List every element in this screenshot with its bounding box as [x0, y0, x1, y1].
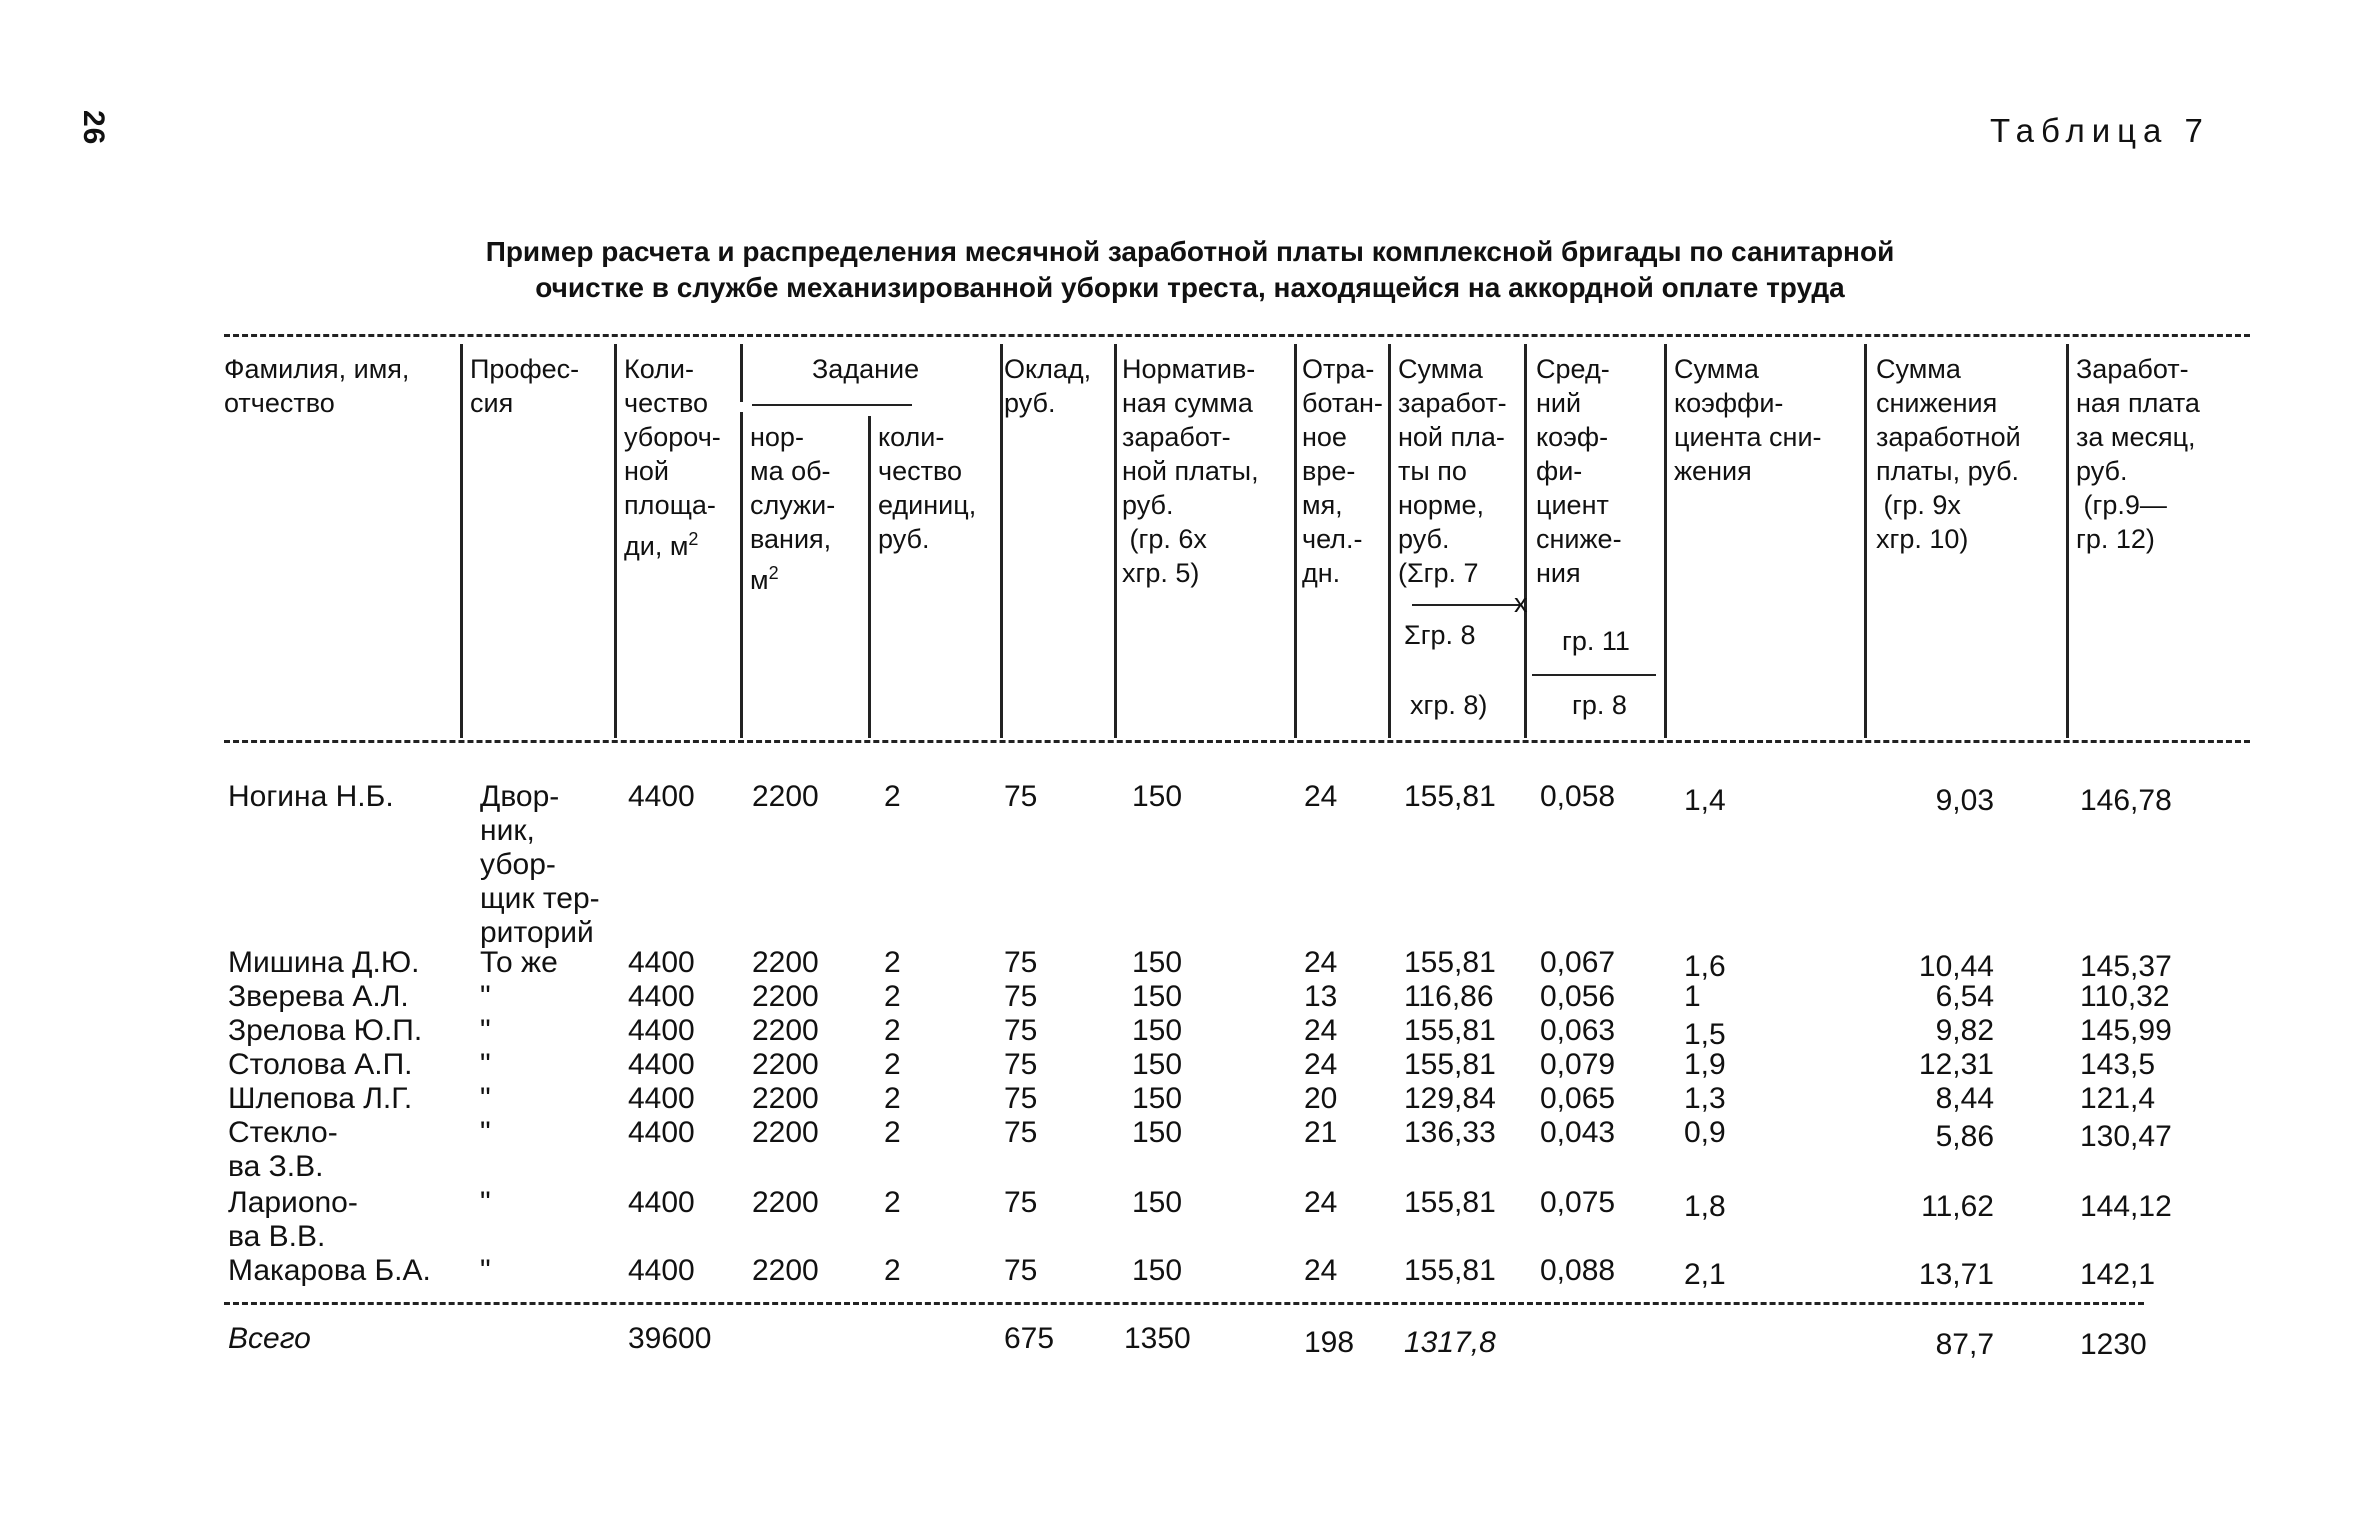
cell-area: 4400 [628, 1116, 695, 1149]
cell-name: Стекло- ва З.В. [228, 1116, 338, 1183]
cell-worked: 24 [1304, 1048, 1338, 1081]
cell-profession: " [480, 1186, 491, 1219]
cell-profession: " [480, 1048, 491, 1081]
cell-reduction: 9,82 [1935, 1014, 1994, 1047]
cell-name: Зрелова Ю.П. [228, 1014, 423, 1047]
top-rule [224, 334, 2250, 337]
cell-coef-sum: 0,9 [1684, 1116, 1726, 1149]
header-avg-coef: Сред- ний коэф- фи- циент сниже- ния [1536, 354, 1622, 588]
avg-formula-top: гр. 11 [1562, 626, 1630, 656]
cell-avg-coef: 0,088 [1540, 1254, 1616, 1287]
avg-formula-bottom: гр. 8 [1572, 690, 1627, 720]
header-reduction: Сумма снижения заработной платы, руб. (гр. 9х хгр. 10) [1876, 354, 2021, 554]
cell-worked: 24 [1304, 1254, 1338, 1287]
title-line-2: очистке в службе механизированной уборки треста, находящейся на аккордной оплате труда [535, 272, 1845, 303]
cell-avg-coef: 0,058 [1540, 780, 1616, 813]
cell-profession: " [480, 1254, 491, 1287]
cell-monthly: 110,32 [2080, 980, 2170, 1013]
header-norm-text: нор- ма об- служи- вания, м [750, 422, 836, 595]
cell-worked: 13 [1304, 980, 1338, 1013]
cell-salary: 75 [1004, 780, 1038, 813]
cell-pay-by-norm: 155,81 [1404, 1186, 1496, 1219]
cell-units: 2 [884, 1254, 901, 1287]
cell-salary: 75 [1004, 946, 1038, 979]
cell-norm-pay: 150 [1132, 980, 1183, 1013]
cell-avg-coef: 0,065 [1540, 1082, 1616, 1115]
cell-avg-coef: 0,067 [1540, 946, 1616, 979]
cell-coef-sum: 1 [1684, 980, 1701, 1013]
cell-units: 2 [884, 1082, 901, 1115]
cell-name: Ногина Н.Б. [228, 780, 394, 813]
cell-monthly: 146,78 [2080, 784, 2172, 817]
cell-coef-sum: 1,3 [1684, 1082, 1726, 1115]
col-divider [740, 344, 743, 402]
total-worked: 198 [1304, 1326, 1355, 1359]
cell-area: 4400 [628, 980, 695, 1013]
cell-pay-by-norm: 116,86 [1404, 980, 1494, 1013]
col-divider [2066, 344, 2069, 738]
cell-norm-pay: 150 [1132, 1116, 1183, 1149]
cell-monthly: 142,1 [2080, 1258, 2156, 1291]
col-divider [1294, 344, 1297, 738]
col-divider [1114, 344, 1117, 738]
avg-fraction-line [1532, 674, 1656, 676]
cell-worked: 21 [1304, 1116, 1338, 1149]
cell-avg-coef: 0,063 [1540, 1014, 1616, 1047]
cell-salary: 75 [1004, 980, 1038, 1013]
cell-monthly: 145,37 [2080, 950, 2172, 983]
cell-pay-by-norm: 155,81 [1404, 1048, 1496, 1081]
col-divider [614, 344, 617, 738]
cell-area: 4400 [628, 780, 695, 813]
cell-worked: 24 [1304, 1186, 1338, 1219]
cell-units: 2 [884, 780, 901, 813]
total-norm-pay: 1350 [1124, 1322, 1191, 1355]
cell-pay-by-norm: 155,81 [1404, 780, 1496, 813]
cell-reduction: 12,31 [1918, 1048, 1994, 1081]
cell-profession: " [480, 1082, 491, 1115]
cell-area: 4400 [628, 1082, 695, 1115]
total-area: 39600 [628, 1322, 712, 1355]
header-salary: Оклад, руб. [1004, 354, 1092, 418]
cell-avg-coef: 0,075 [1540, 1186, 1616, 1219]
cell-reduction: 6,54 [1935, 980, 1994, 1013]
col-divider [1388, 344, 1391, 738]
cell-profession: Двор- ник, убор- щик тер- риторий [480, 780, 600, 949]
cell-name: Столова А.П. [228, 1048, 413, 1081]
cell-units: 2 [884, 1014, 901, 1047]
task-divider [752, 404, 912, 406]
total-rule [224, 1302, 2144, 1305]
cell-salary: 75 [1004, 1082, 1038, 1115]
cell-worked: 24 [1304, 1014, 1338, 1047]
cell-pay-by-norm: 129,84 [1404, 1082, 1496, 1115]
cell-salary: 75 [1004, 1048, 1038, 1081]
cell-norm: 2200 [752, 1116, 819, 1149]
total-salary: 675 [1004, 1322, 1055, 1355]
cell-profession: " [480, 980, 491, 1013]
cell-norm: 2200 [752, 980, 819, 1013]
salary-table [224, 334, 2250, 1374]
cell-worked: 24 [1304, 780, 1338, 813]
cell-area: 4400 [628, 1014, 695, 1047]
header-profession: Профес- сия [470, 354, 580, 418]
cell-units: 2 [884, 1048, 901, 1081]
cell-norm: 2200 [752, 1048, 819, 1081]
header-area-sup: 2 [688, 529, 699, 549]
title-line-1: Пример расчета и распределения месячной заработной платы комплексной бригады по санитарной [485, 236, 1895, 267]
cell-norm: 2200 [752, 946, 819, 979]
col-divider [1864, 344, 1867, 738]
cell-name: Мишина Д.Ю. [228, 946, 420, 979]
table-title [300, 234, 2080, 306]
cell-profession: " [480, 1116, 491, 1149]
col-divider [1524, 344, 1527, 738]
cell-pay-by-norm: 155,81 [1404, 946, 1496, 979]
table-label: Таблица 7 [1990, 112, 2210, 149]
cell-monthly: 121,4 [2080, 1082, 2156, 1115]
col-divider [868, 416, 871, 738]
cell-avg-coef: 0,043 [1540, 1116, 1616, 1149]
header-coef-sum: Сумма коэффи- циента сни- жения [1674, 354, 1822, 486]
header-area [624, 352, 721, 563]
cell-pay-by-norm: 155,81 [1404, 1014, 1496, 1047]
pay-formula-top: (Σгр. 7 [1398, 558, 1479, 588]
cell-name: Лариono- ва В.В. [228, 1186, 358, 1253]
cell-monthly: 143,5 [2080, 1048, 2156, 1081]
col-divider [460, 344, 463, 738]
cell-area: 4400 [628, 946, 695, 979]
cell-avg-coef: 0,079 [1540, 1048, 1616, 1081]
cell-norm: 2200 [752, 1014, 819, 1047]
pay-fraction-line [1412, 604, 1520, 606]
cell-monthly: 145,99 [2080, 1014, 2172, 1047]
cell-area: 4400 [628, 1048, 695, 1081]
cell-norm-pay: 150 [1132, 1082, 1183, 1115]
cell-norm-pay: 150 [1132, 1048, 1183, 1081]
cell-name: Макарова Б.А. [228, 1254, 431, 1287]
cell-area: 4400 [628, 1186, 695, 1219]
cell-area: 4400 [628, 1254, 695, 1287]
cell-norm: 2200 [752, 1186, 819, 1219]
cell-salary: 75 [1004, 1116, 1038, 1149]
total-reduction: 87,7 [1935, 1328, 1994, 1361]
cell-worked: 24 [1304, 946, 1338, 979]
cell-pay-by-norm: 136,33 [1404, 1116, 1496, 1149]
cell-norm: 2200 [752, 780, 819, 813]
cell-units: 2 [884, 1186, 901, 1219]
cell-profession: То же [480, 946, 558, 979]
page-number: 26 [77, 110, 110, 146]
cell-salary: 75 [1004, 1254, 1038, 1287]
cell-norm-pay: 150 [1132, 1014, 1183, 1047]
header-bottom-rule [224, 740, 2250, 743]
header-worked: Отра- ботан- ное вре- мя, чел.- дн. [1302, 354, 1383, 588]
header-norm-pay: Норматив- ная сумма заработ- ной платы, руб. (гр. 6х хгр. 5) [1122, 354, 1259, 588]
header-name: Фамилия, имя, отчество [224, 354, 410, 418]
total-label: Всего [228, 1322, 311, 1355]
cell-units: 2 [884, 980, 901, 1013]
header-norm [750, 420, 835, 597]
cell-reduction: 11,62 [1921, 1190, 1994, 1223]
cell-reduction: 8,44 [1935, 1082, 1994, 1115]
header-pay-by-norm: Сумма заработ- ной пла- ты по норме, руб. [1398, 354, 1507, 554]
col-divider [1000, 344, 1003, 738]
cell-salary: 75 [1004, 1014, 1038, 1047]
cell-monthly: 130,47 [2080, 1120, 2172, 1153]
cell-norm: 2200 [752, 1082, 819, 1115]
cell-name: Зверева А.Л. [228, 980, 409, 1013]
cell-norm-pay: 150 [1132, 1254, 1183, 1287]
cell-reduction: 10,44 [1918, 950, 1994, 983]
cell-monthly: 144,12 [2080, 1190, 2172, 1223]
cell-profession: " [480, 1014, 491, 1047]
pay-formula-tail: хгр. 8) [1410, 690, 1488, 720]
cell-coef-sum: 1,4 [1684, 784, 1726, 817]
header-area-text: Коли- чество убороч- ной площа- ди, м [624, 354, 721, 561]
cell-norm-pay: 150 [1132, 780, 1183, 813]
total-pay-by-norm: 1317,8 [1404, 1326, 1496, 1359]
cell-reduction: 9,03 [1935, 784, 1994, 817]
header-monthly: Заработ- ная плата за месяц, руб. (гр.9— гр. 12) [2076, 354, 2200, 554]
cell-coef-sum: 2,1 [1684, 1258, 1726, 1291]
col-divider [740, 412, 743, 738]
cell-norm-pay: 150 [1132, 946, 1183, 979]
header-units: коли- чество единиц, руб. [878, 422, 977, 554]
header-task-group: Задание [812, 354, 920, 384]
cell-units: 2 [884, 946, 901, 979]
cell-salary: 75 [1004, 1186, 1038, 1219]
cell-coef-sum: 1,5 [1684, 1018, 1726, 1051]
cell-coef-sum: 1,9 [1684, 1048, 1726, 1081]
pay-formula-x: x [1514, 588, 1528, 618]
cell-norm-pay: 150 [1132, 1186, 1183, 1219]
cell-worked: 20 [1304, 1082, 1338, 1115]
header-norm-sup: 2 [768, 563, 779, 583]
cell-coef-sum: 1,8 [1684, 1190, 1726, 1223]
cell-norm: 2200 [752, 1254, 819, 1287]
pay-formula-bottom: Σгр. 8 [1404, 620, 1476, 650]
col-divider [1664, 344, 1667, 738]
cell-units: 2 [884, 1116, 901, 1149]
cell-name: Шлепова Л.Г. [228, 1082, 413, 1115]
cell-avg-coef: 0,056 [1540, 980, 1616, 1013]
cell-reduction: 5,86 [1935, 1120, 1994, 1153]
total-monthly: 1230 [2080, 1328, 2147, 1361]
cell-reduction: 13,71 [1918, 1258, 1994, 1291]
cell-pay-by-norm: 155,81 [1404, 1254, 1496, 1287]
cell-coef-sum: 1,6 [1684, 950, 1726, 983]
